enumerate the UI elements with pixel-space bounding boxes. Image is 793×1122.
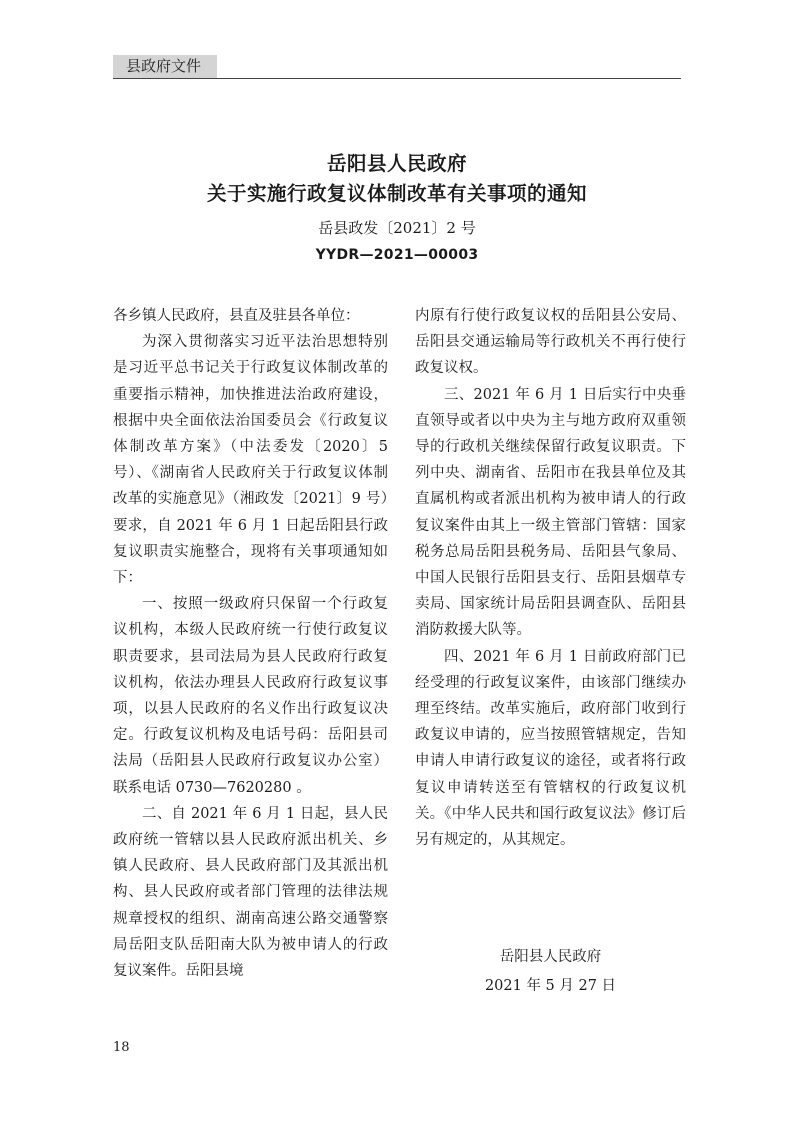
paragraph-item-2: 二、自 2021 年 6 月 1 日起，县人民政府统一管辖以县人民政府派出机关、乡镇人民政府、县人民政府部门及其派出机构、县人民政府或者部门管理的法律法规规章授权的组织、湖南高速公路交通警察局岳阳支队岳阳南大队为被申请人的行政复议案件。岳阳县境 <box>113 805 388 980</box>
page-number: 18 <box>113 1040 130 1055</box>
section-header-tab: 县政府文件 <box>113 55 217 78</box>
body-column-right <box>415 303 686 853</box>
paragraph-intro: 为深入贯彻落实习近平法治思想特别是习近平总书记关于行政复议体制改革的重要指示精神，加快推进法治政府建设，根据中央全面依法治国委员会《行政复议体制改革方案》（中法委发〔2020〕5 号）、《湖南省人民政府关于行政复议体制改革的实施意见》（湘政发〔2021〕9 号）要求，自 2021 年 6 月 1 日起岳阳县行政复议职责实施整合，现将有关事项通知如下： <box>113 334 388 587</box>
document-title-line2: 关于实施行政复议体制改革有关事项的通知 <box>206 182 587 205</box>
paragraph-item-2-continued: 内原有行使行政复议权的岳阳县公安局、岳阳县交通运输局等行政机关不再行使行政复议权。 <box>415 308 686 377</box>
paragraph-item-3: 三、2021 年 6 月 1 日后实行中央垂直领导或者以中央为主与地方政府双重领导的行政机关继续保留行政复议职责。下列中央、湖南省、岳阳市在我县单位及其直属机构或者派出机构为被申请人的行政复议案件由其上一级主管部门管辖：国家税务总局岳阳县税务局、岳阳县气象局、中国人民银行岳阳县支行、岳阳县烟草专卖局、国家统计局岳阳县调查队、岳阳县消防救援大队等。 <box>415 386 686 639</box>
paragraph-item-1: 一、按照一级政府只保留一个行政复议机构，本级人民政府统一行使行政复议职责要求，县司法局为县人民政府行政复议机构，依法办理县人民政府行政复议事项，以县人民政府的名义作出行政复议决定。行政复议机构及电话号码：岳阳县司法局（岳阳县人民政府行政复议办公室）联系电话 0730—7620280 。 <box>113 596 388 796</box>
registration-code: YYDR—2021—00003 <box>315 247 479 263</box>
issuer-name: 岳阳县人民政府 <box>499 949 602 965</box>
paragraph-item-4: 四、2021 年 6 月 1 日前政府部门已经受理的行政复议案件，由该部门继续办理至终结。改革实施后，政府部门收到行政复议申请的，应当按照管辖规定，告知申请人申请行政复议的途径，或者将行政复议申请转送至有管辖权的行政复议机关。《中华人民共和国行政复议法》修订后另有规定的，从其规定。 <box>415 648 686 849</box>
issue-date: 2021 年 5 月 27 日 <box>484 978 617 994</box>
body-column-left <box>113 303 388 984</box>
header-divider <box>113 78 681 79</box>
salutation: 各乡镇人民政府，县直及驻县各单位： <box>113 308 360 324</box>
document-number: 岳县政发〔2021〕2 号 <box>318 219 476 237</box>
document-title-line1: 岳阳县人民政府 <box>326 152 467 175</box>
